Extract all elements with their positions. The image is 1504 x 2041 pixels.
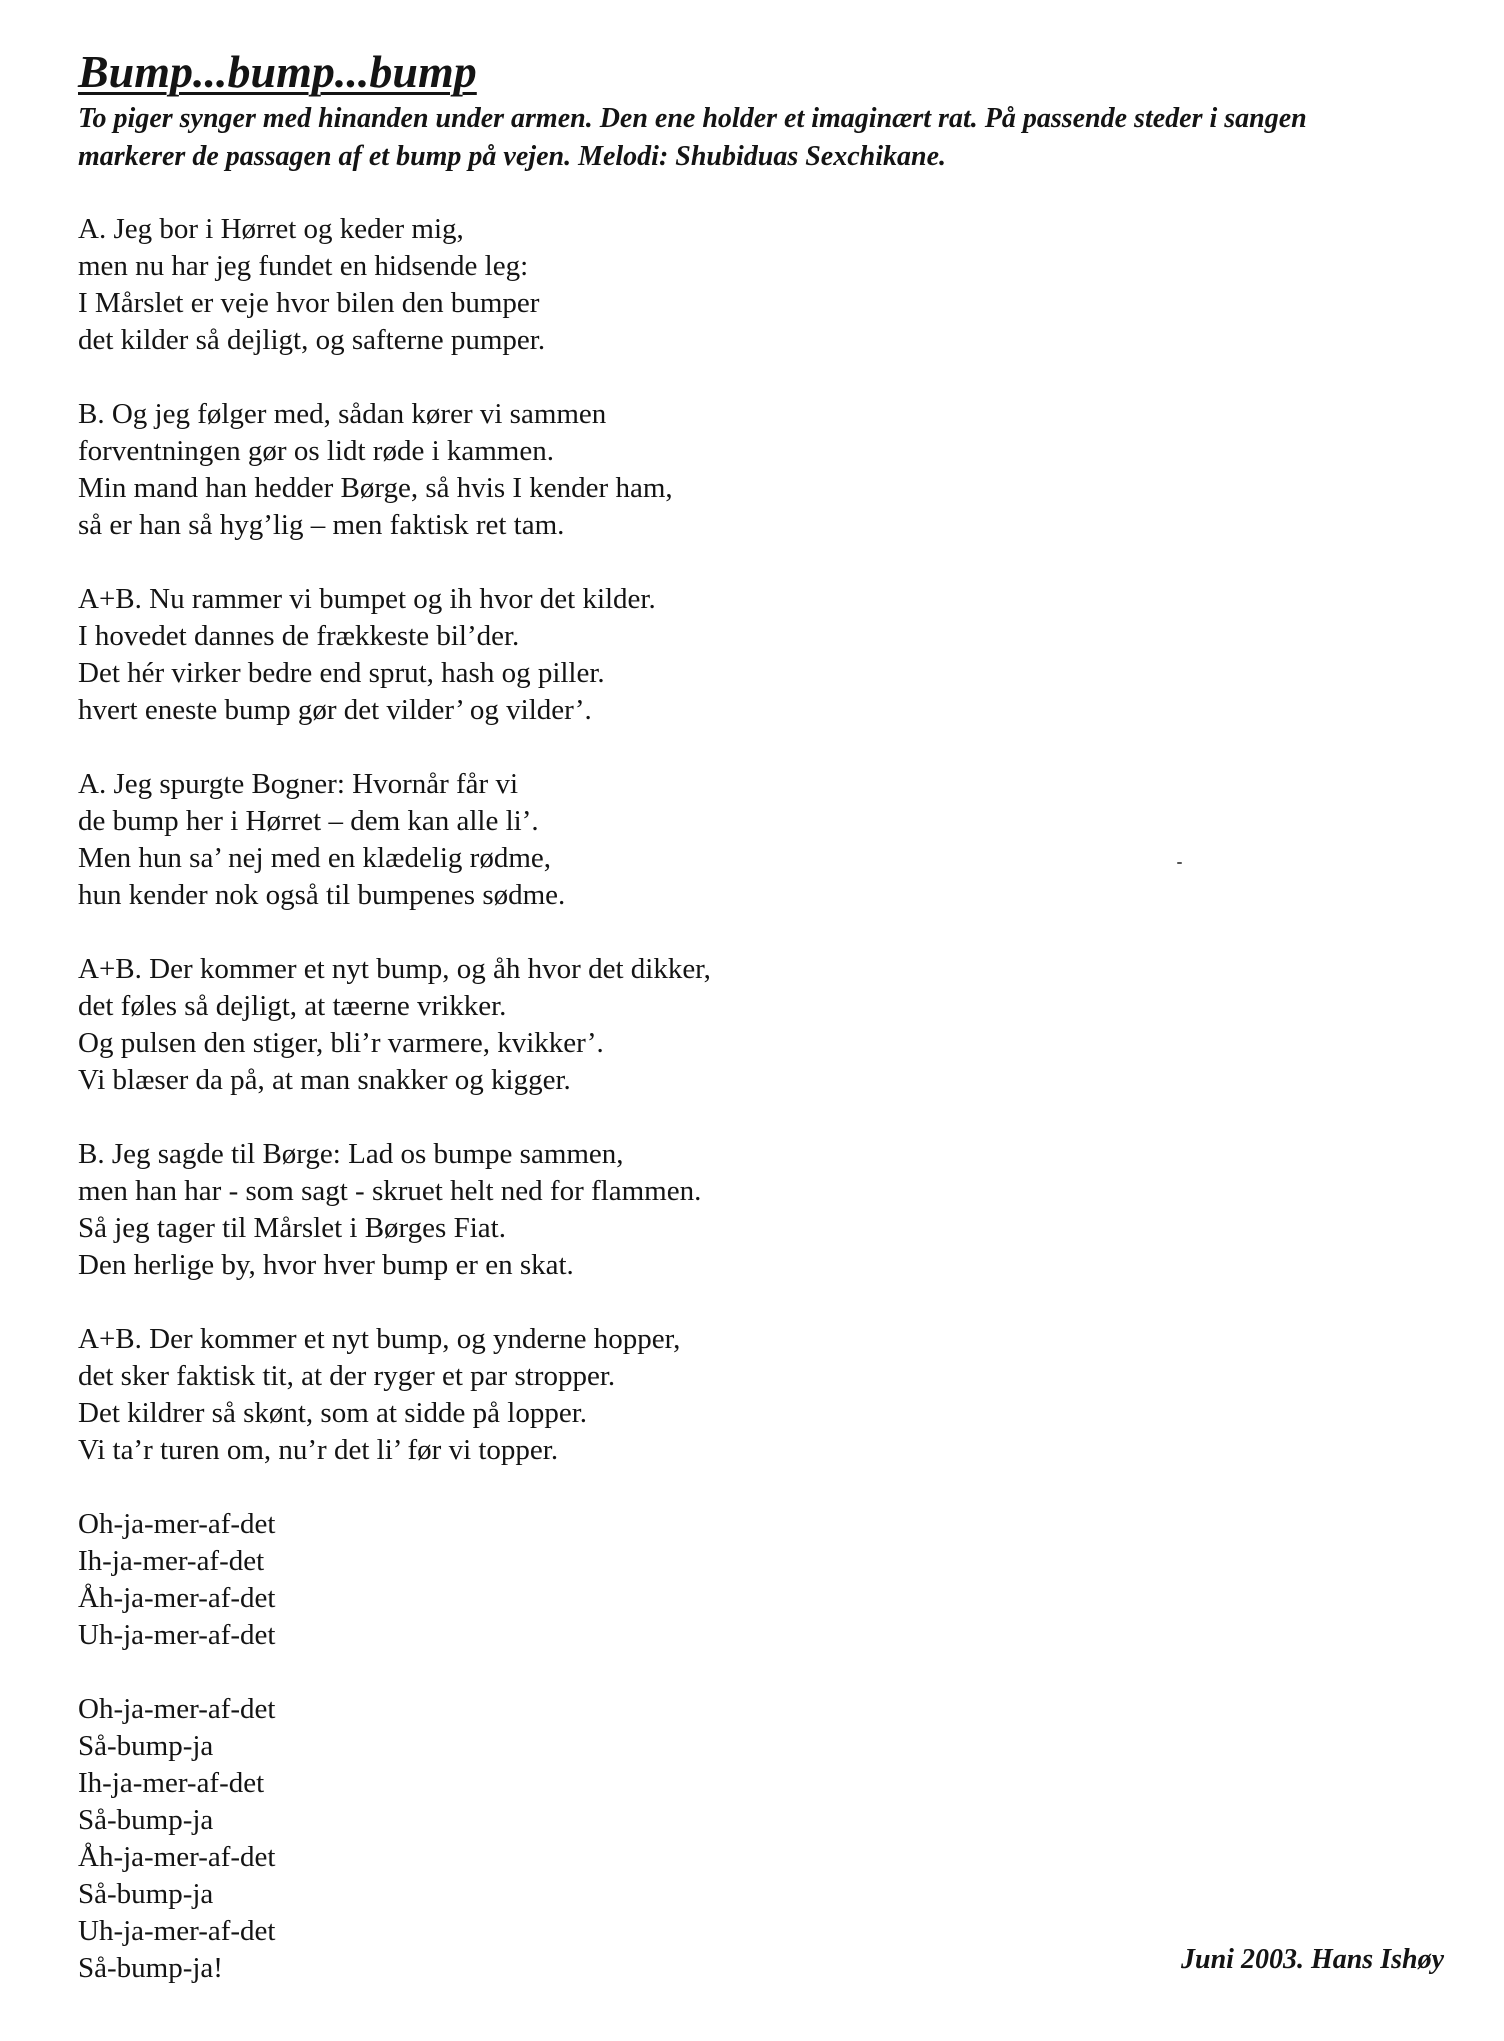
lyric-line: Ih-ja-mer-af-det <box>78 1767 265 1799</box>
lyric-line: Så-bump-ja! <box>78 1952 223 1984</box>
lyric-line: hvert eneste bump gør det vilder’ og vilder’. <box>78 694 592 726</box>
stanza <box>78 396 978 544</box>
lyric-line: A. Jeg spurgte Bogner: Hvornår får vi <box>78 768 518 800</box>
lyric-line: Uh-ja-mer-af-det <box>78 1619 276 1651</box>
stanza <box>78 1136 978 1284</box>
lyric-line: men han har - som sagt - skruet helt ned for flammen. <box>78 1175 702 1207</box>
lyric-line: de bump her i Hørret – dem kan alle li’. <box>78 805 539 837</box>
lyric-line: så er han så hyg’lig – men faktisk ret tam. <box>78 509 565 541</box>
lyric-line: Men hun sa’ nej med en klædelig rødme, <box>78 842 552 874</box>
signature: Juni 2003. Hans Ishøy <box>1181 1944 1444 1975</box>
lyric-line: A+B. Nu rammer vi bumpet og ih hvor det kilder. <box>78 583 656 615</box>
lyric-line: det kilder så dejligt, og safterne pumper. <box>78 324 546 356</box>
stanza <box>78 581 978 729</box>
lyric-line: Oh-ja-mer-af-det <box>78 1693 276 1725</box>
lyric-line: hun kender nok også til bumpenes sødme. <box>78 879 566 911</box>
lyric-line: Så-bump-ja <box>78 1730 214 1762</box>
lyric-line: Så-bump-ja <box>78 1878 214 1910</box>
lyric-line: Og pulsen den stiger, bli’r varmere, kvikker’. <box>78 1027 604 1059</box>
lyric-line: B. Jeg sagde til Børge: Lad os bumpe sammen, <box>78 1138 624 1170</box>
intro-line: markerer de passagen af et bump på vejen. Melodi: Shubiduas Sexchikane. <box>78 141 947 172</box>
lyric-line: A+B. Der kommer et nyt bump, og ynderne hopper, <box>78 1323 681 1355</box>
scan-speck <box>1177 862 1182 864</box>
lyric-line: Åh-ja-mer-af-det <box>78 1841 276 1873</box>
lyric-line: I hovedet dannes de frækkeste bil’der. <box>78 620 520 652</box>
stanza <box>78 1691 978 1987</box>
lyric-line: Det kildrer så skønt, som at sidde på lopper. <box>78 1397 588 1429</box>
lyric-line: Min mand han hedder Børge, så hvis I kender ham, <box>78 472 673 504</box>
stanza <box>78 766 978 914</box>
stanza <box>78 211 978 359</box>
stanza <box>78 1321 978 1469</box>
intro-line: To piger synger med hinanden under armen. Den ene holder et imaginært rat. På passende steder i sangen <box>78 103 1307 134</box>
lyric-line: A+B. Der kommer et nyt bump, og åh hvor det dikker, <box>78 953 711 985</box>
stanza <box>78 1506 978 1654</box>
lyric-line: forventningen gør os lidt røde i kammen. <box>78 435 554 467</box>
lyric-line: Ih-ja-mer-af-det <box>78 1545 265 1577</box>
lyric-line: det føles så dejligt, at tæerne vrikker. <box>78 990 507 1022</box>
lyric-line: B. Og jeg følger med, sådan kører vi sammen <box>78 398 607 430</box>
lyric-line: Åh-ja-mer-af-det <box>78 1582 276 1614</box>
lyric-line: Så jeg tager til Mårslet i Børges Fiat. <box>78 1212 506 1244</box>
stanza <box>78 951 978 1099</box>
lyric-line: Uh-ja-mer-af-det <box>78 1915 276 1947</box>
lyric-line: men nu har jeg fundet en hidsende leg: <box>78 250 529 282</box>
lyric-line: Vi blæser da på, at man snakker og kigger. <box>78 1064 571 1096</box>
lyric-line: Det hér virker bedre end sprut, hash og piller. <box>78 657 605 689</box>
lyric-line: Vi ta’r turen om, nu’r det li’ før vi topper. <box>78 1434 559 1466</box>
lyric-line: Oh-ja-mer-af-det <box>78 1508 276 1540</box>
lyric-line: Så-bump-ja <box>78 1804 214 1836</box>
lyric-line: A. Jeg bor i Hørret og keder mig, <box>78 213 464 245</box>
lyric-line: det sker faktisk tit, at der ryger et par stropper. <box>78 1360 616 1392</box>
lyric-line: I Mårslet er veje hvor bilen den bumper <box>78 287 540 319</box>
song-title: Bump...bump...bump <box>78 46 477 97</box>
lyric-line: Den herlige by, hvor hver bump er en skat. <box>78 1249 574 1281</box>
intro-paragraph <box>78 100 1488 176</box>
lyrics <box>78 211 978 2024</box>
